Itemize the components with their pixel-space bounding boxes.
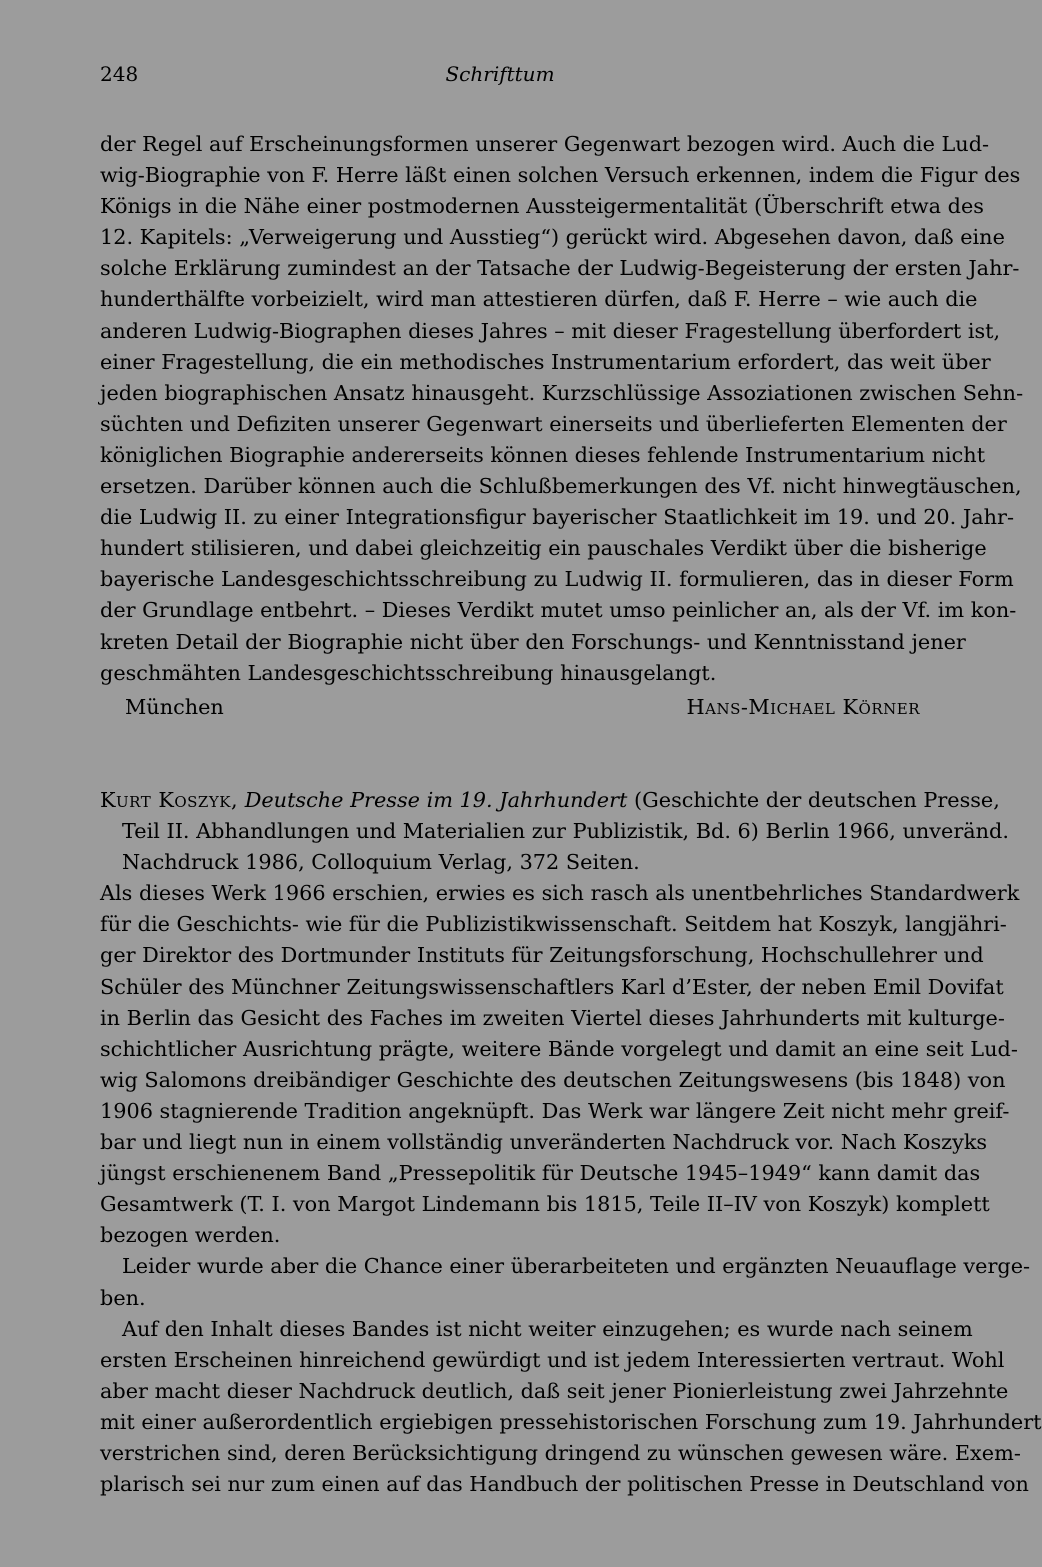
text-line: solche Erklärung zumindest an der Tatsache der Ludwig-Begeisterung der ersten Jahr- — [100, 256, 1020, 281]
review-2 — [100, 785, 1042, 1500]
text-line: ersetzen. Darüber können auch die Schlußbemerkungen des Vf. nicht hinwegtäuschen, — [100, 474, 1022, 499]
text-line: anderen Ludwig-Biographen dieses Jahres – mit dieser Fragestellung überfordert ist, — [100, 318, 1001, 343]
text-line: königlichen Biographie andererseits können dieses fehlende Instrumentarium nicht — [100, 442, 986, 467]
text-line: aber macht dieser Nachdruck deutlich, daß seit jener Pionierleistung zwei Jahrzehnte — [100, 1378, 1009, 1403]
text-line: 1906 stagnierende Tradition angeknüpft. Das Werk war längere Zeit nicht mehr greif- — [100, 1098, 1010, 1123]
page-header — [0, 62, 1000, 92]
text-line: plarisch sei nur zum einen auf das Handbuch der politischen Presse in Deutschland von — [100, 1472, 1029, 1497]
text-line: kreten Detail der Biographie nicht über den Forschungs- und Kenntnisstand jener — [100, 629, 966, 654]
text-line: hundert stilisieren, und dabei gleichzeitig ein pauschales Verdikt über die bisherige — [100, 536, 987, 561]
text-line: schichtlicher Ausrichtung prägte, weitere Bände vorgelegt und damit an eine seit Lud- — [100, 1036, 1018, 1061]
book-title: Deutsche Presse im 19. Jahrhundert — [244, 788, 628, 812]
text-line: Gesamtwerk (T. I. von Margot Lindemann bis 1815, Teile II–IV von Koszyk) komplett — [100, 1192, 990, 1217]
text-line: mit einer außerordentlich ergiebigen pressehistorischen Forschung zum 19. Jahrhundert — [100, 1409, 1042, 1434]
text-line: wig Salomons dreibändiger Geschichte des deutschen Zeitungswesens (bis 1848) von — [100, 1067, 1006, 1092]
running-title: Schrifttum — [445, 62, 555, 86]
text-line: jüngst erschienenem Band „Pressepolitik für Deutsche 1945–1949“ kann damit das — [100, 1161, 981, 1186]
citation-line: Teil II. Abhandlungen und Materialien zur Publizistik, Bd. 6) Berlin 1966, unveränd. — [122, 819, 1009, 844]
text-line: in Berlin das Gesicht des Faches im zweiten Viertel dieses Jahrhunderts mit kulturge- — [100, 1005, 1005, 1030]
text-line: ersten Erscheinen hinreichend gewürdigt und ist jedem Interessierten vertraut. Wohl — [100, 1347, 1005, 1372]
citation-line: Nachdruck 1986, Colloquium Verlag, 372 Seiten. — [122, 850, 640, 875]
text-line: Auf den Inhalt dieses Bandes ist nicht weiter einzugehen; es wurde nach seinem — [122, 1316, 973, 1341]
text-line: die Ludwig II. zu einer Integrationsfigur bayerischer Staatlichkeit im 19. und 20. Jahr- — [100, 505, 1014, 530]
review-1-signoff — [125, 692, 920, 723]
text-line: geschmähten Landesgeschichtsschreibung hinausgelangt. — [100, 660, 717, 685]
text-line: Als dieses Werk 1966 erschien, erwies es sich rasch als unentbehrliches Standardwerk — [100, 881, 1020, 906]
citation-series: (Geschichte der deutschen Presse, — [634, 788, 1000, 812]
text-line: bezogen werden. — [100, 1223, 281, 1248]
review-1-body — [100, 129, 1024, 689]
citation-line — [100, 785, 1000, 816]
text-line: einer Fragestellung, die ein methodisches Instrumentarium erfordert, das weit über — [100, 349, 991, 374]
text-line: wig-Biographie von F. Herre läßt einen solchen Versuch erkennen, indem die Figur des — [100, 163, 1021, 188]
text-line: 12. Kapitels: „Verweigerung und Ausstieg“) gerückt wird. Abgesehen davon, daß eine — [100, 225, 1005, 250]
text-line: bayerische Landesgeschichtsschreibung zu Ludwig II. formulieren, das in dieser Form — [100, 567, 1014, 592]
page-number: 248 — [100, 62, 139, 86]
text-line: süchten und Defiziten unserer Gegenwart einerseits und überlieferten Elementen der — [100, 411, 1007, 436]
text-line: ger Direktor des Dortmunder Instituts für Zeitungsforschung, Hochschullehrer und — [100, 943, 984, 968]
text-line: Königs in die Nähe einer postmodernen Aussteigermentalität (Überschrift etwa des — [100, 194, 984, 219]
text-line: Schüler des Münchner Zeitungswissenschaftlers Karl d’Ester, der neben Emil Dovifat — [100, 974, 1004, 999]
text-line: der Grundlage entbehrt. – Dieses Verdikt mutet umso peinlicher an, als der Vf. im kon- — [100, 598, 1017, 623]
text-line: jeden biographischen Ansatz hinausgeht. Kurzschlüssige Assoziationen zwischen Sehn- — [100, 380, 1024, 405]
text-line: ben. — [100, 1285, 146, 1310]
signoff-place: München — [125, 695, 224, 719]
reviewer-name: Hans-Michael Körner — [686, 695, 920, 719]
text-line: bar und liegt nun in einem vollständig unveränderten Nachdruck vor. Nach Koszyks — [100, 1130, 988, 1155]
text-line: der Regel auf Erscheinungsformen unserer Gegenwart bezogen wird. Auch die Lud- — [100, 132, 990, 156]
text-line: verstrichen sind, deren Berücksichtigung dringend zu wünschen gewesen wäre. Exem- — [100, 1440, 1021, 1465]
text-line: für die Geschichts- wie für die Publizistikwissenschaft. Seitdem hat Koszyk, langjähri- — [100, 912, 1007, 937]
book-author: Kurt Koszyk, — [100, 788, 239, 812]
text-line: Leider wurde aber die Chance einer überarbeiteten und ergänzten Neuauflage verge- — [122, 1254, 1031, 1279]
text-line: hunderthälfte vorbeizielt, wird man attestieren dürfen, daß F. Herre – wie auch die — [100, 287, 978, 312]
